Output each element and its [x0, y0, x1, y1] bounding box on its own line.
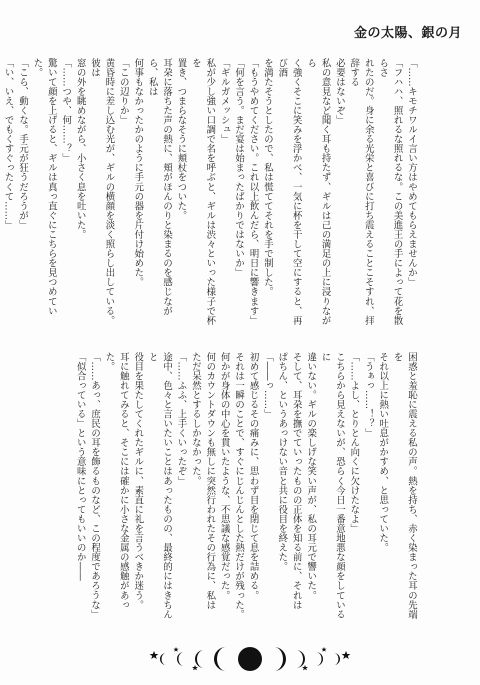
text-line: 「……あっ、庶民の耳を飾るものなど、この程度であろうな」: [89, 352, 101, 620]
text-line: 黄昏時に差し込む光が、ギルの横顔を淡く照らし出している。彼は: [89, 58, 115, 326]
text-line: 途中、色々と言いたいことはあったものの、最終的にはきちんと: [146, 352, 173, 620]
text-line: 「ギルガメッシュ」: [218, 58, 230, 144]
text-line: 耳朶に落ちた声の熱に、頬がほんのりと染まるのを感じながら、私は: [146, 58, 173, 316]
text-line: を満たそうとしたので、私は慌ててそれを手で制した。: [261, 58, 273, 297]
text-line: 何事もなかったかのように手元の器を片付け始めた。: [132, 58, 144, 287]
text-line: 私の意見など聞く耳も持たず、ギルは己の満足の上に浸りながら: [305, 58, 331, 326]
text-line: 「何を言う。まだ宴は始まったばかりではないか」: [233, 58, 245, 278]
text-line: く強くそこに笑みを浮かべ、一気に杯を干して空にすると、再び酒: [276, 58, 302, 326]
text-line: そして、耳朶を撫でていったものの正体を知る前に、それは: [290, 352, 302, 610]
upper-text-block: [2, 58, 418, 333]
text-line: 「もうやめてください。これ以上飲んだら、明日に響きます」: [247, 58, 259, 326]
text-line: 役目を果たしてくれたギルに、素直に礼を言うべきか迷う。: [132, 352, 144, 610]
text-line: 「……ふふ、上手くいったぞ」: [175, 352, 187, 486]
text-line: ぱちん、というあっけない音と共に役目を終えた。: [276, 352, 288, 572]
text-line: 初めて感じるその痛みに、思わず目を閉じて息を詰める。: [247, 352, 259, 601]
text-line: 必要はないぞ」: [333, 58, 345, 125]
text-line: こちらから見えないが、恐らく今日一番意地悪な顔をしているに: [319, 352, 345, 620]
text-line: 「……よし、とりとん向くに欠けたなよ」: [348, 352, 360, 534]
text-line: それ以上に熱い吐息がかすめ、と思っていた。: [377, 352, 389, 553]
text-line: 「うぁっ……！？」: [362, 352, 374, 438]
moon-ornament-icon: [140, 642, 360, 676]
text-line: 耳に触れてみると、そこには確かに小さな金属の感触があった。: [103, 352, 129, 610]
lower-text-block: [38, 352, 418, 627]
text-line: 「こら、動くな。手元が狂うだろうが」: [17, 58, 29, 230]
text-line: ただ呆然とするしかなかった。: [189, 352, 201, 486]
text-line: 「い、いえ、でもくすぐったくて……」: [2, 58, 14, 230]
text-line: 「……つや、何……？」: [60, 58, 72, 163]
text-line: 「この辺りか」: [117, 58, 129, 125]
text-line: 困惑と羞恥に震える私の声。熱を持ち、赤く染まった耳の先端を: [391, 352, 417, 620]
text-line: それは一瞬のことで、すぐにじんじんとした熱だけが残った。: [233, 352, 245, 620]
text-line: 「似合っている」という意味にとってもいいのか――: [74, 352, 86, 581]
text-line: 「――っ……」: [261, 352, 273, 419]
text-line: 何かが身体の中心を貫いたような、不思議な感覚だった。: [218, 352, 230, 601]
text-line: れたのだ。身に余る光栄と喜びに打ち震えることこそすれ、拝辞する: [348, 58, 374, 326]
text-line: 驚いて顔を上げると、ギルは真っ直ぐにこちらを見つめていた。: [31, 58, 57, 316]
text-line: 「フハハ、照れるな照れるな。この美進王の手によって花を散らさ: [377, 58, 403, 326]
text-line: 違いない。ギルの楽しげな笑い声が、私の耳元で響いた。: [305, 352, 317, 601]
page-title: 金の太陽、銀の月: [353, 26, 462, 41]
text-line: 窓の外を眺めながら、小さく息を吐いた。: [74, 58, 86, 240]
text-line: 置き、つまらなそうに頬杖をついた。: [175, 58, 187, 221]
text-line: 私が少し強い口調で名を呼ぶと、ギルは渋々といった様子で杯を: [189, 58, 216, 326]
text-line: 何のカウントダウンも無しに突然行われたその行為に、私は: [204, 352, 216, 610]
text-line: 「……キモチワルイ言い方はやめてもらえませんか」: [406, 58, 417, 287]
